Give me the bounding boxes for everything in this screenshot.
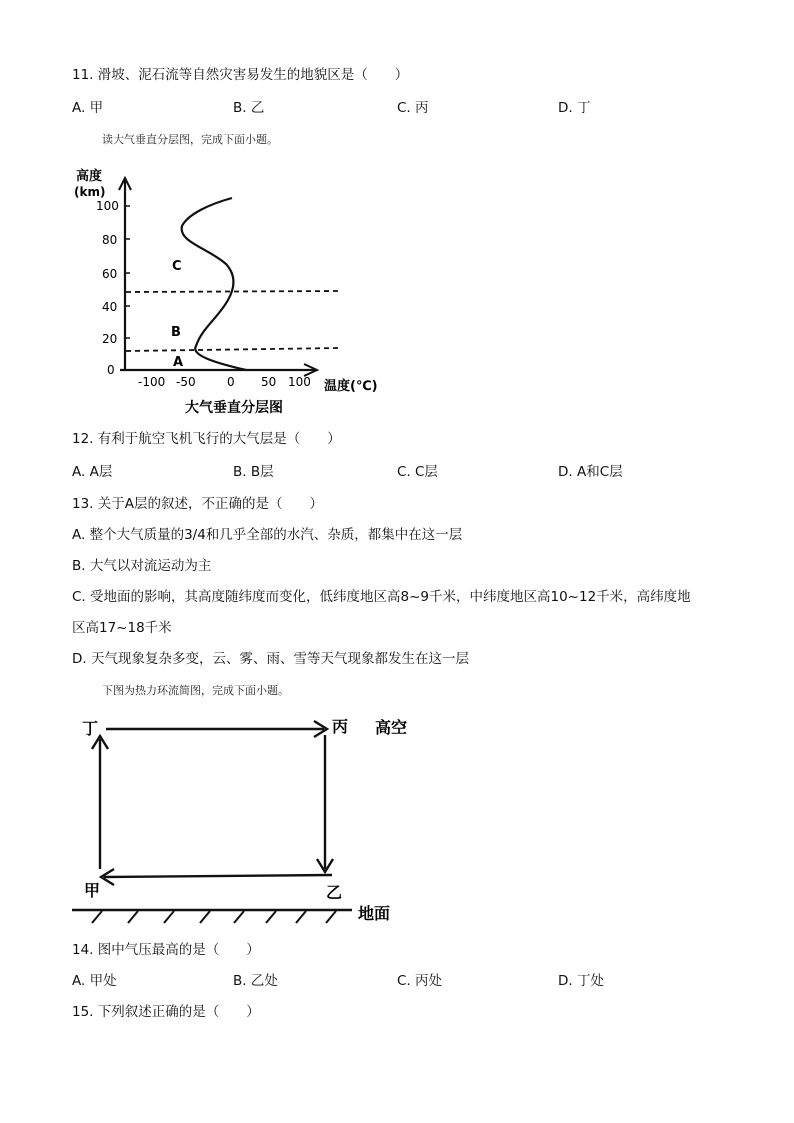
q12-option-c: C. C层 — [397, 464, 438, 480]
x-axis-title: 温度(℃) — [324, 379, 378, 394]
y-tick-label: 80 — [102, 233, 118, 247]
q14-stem: 14. 图中气压最高的是（ ） — [72, 942, 260, 958]
y-tick-label: 60 — [102, 267, 118, 281]
q13-stem: 13. 关于A层的叙述，不正确的是（ ） — [72, 496, 323, 512]
q12-option-b: B. B层 — [233, 464, 274, 480]
atmosphere-layer-figure — [70, 160, 410, 422]
q13-option-d: D. 天气现象复杂多变，云、雾、雨、雪等天气现象都发生在这一层 — [72, 651, 469, 667]
label-bing: 丙 — [332, 717, 349, 736]
layer-label-c: C — [172, 259, 182, 274]
figure-caption: 大气垂直分层图 — [185, 400, 283, 416]
label-ground: 地面 — [358, 904, 391, 923]
q12-option-d: D. A和C层 — [558, 464, 623, 480]
q14-option-c: C. 丙处 — [397, 973, 443, 989]
thermal-circulation-figure — [70, 705, 430, 927]
q14-option-b: B. 乙处 — [233, 973, 278, 989]
q11-option-c: C. 丙 — [397, 100, 429, 116]
q11-option-d: D. 丁 — [558, 100, 591, 116]
layer-label-b: B — [171, 325, 181, 340]
x-tick-label: -50 — [176, 375, 196, 389]
y-tick-label: 100 — [96, 199, 119, 213]
x-tick-label: 0 — [227, 375, 235, 389]
q13-option-a: A. 整个大气质量的3/4和几乎全部的水汽、杂质，都集中在这一层 — [72, 527, 463, 543]
intro-atmosphere: 读大气垂直分层图，完成下面小题。 — [102, 133, 278, 146]
y-tick-label: 0 — [107, 363, 115, 377]
y-axis-unit: (km) — [74, 185, 106, 199]
y-tick-label: 40 — [102, 300, 118, 314]
layer-boundary-line — [126, 348, 340, 351]
y-tick-label: 20 — [102, 332, 118, 346]
q15-stem: 15. 下列叙述正确的是（ ） — [72, 1004, 260, 1020]
temperature-curve — [182, 198, 246, 370]
q11-option-a: A. 甲 — [72, 100, 104, 116]
x-tick-label: -100 — [138, 375, 166, 389]
label-yi: 乙 — [326, 883, 343, 902]
label-ding: 丁 — [82, 719, 99, 738]
q11-option-b: B. 乙 — [233, 100, 265, 116]
label-upper-air: 高空 — [375, 718, 408, 737]
y-axis-title: 高度 — [76, 169, 103, 184]
q13-option-c: C. 受地面的影响，其高度随纬度而变化，低纬度地区高8~9千米，中纬度地区高10~12千米，高纬度地 — [72, 589, 691, 605]
q12-option-a: A. A层 — [72, 464, 113, 480]
x-tick-label: 50 — [261, 375, 277, 389]
x-tick-label: 100 — [288, 375, 311, 389]
label-jia: 甲 — [84, 881, 101, 900]
q13-option-c-continued: 区高17~18千米 — [72, 620, 172, 636]
intro-circulation: 下图为热力环流简图，完成下面小题。 — [102, 684, 289, 697]
q14-option-a: A. 甲处 — [72, 973, 117, 989]
q12-stem: 12. 有利于航空飞机飞行的大气层是（ ） — [72, 431, 341, 447]
q14-option-d: D. 丁处 — [558, 973, 604, 989]
q13-option-b: B. 大气以对流运动为主 — [72, 558, 212, 574]
q11-stem: 11. 滑坡、泥石流等自然灾害易发生的地貌区是（ ） — [72, 67, 409, 83]
layer-label-a: A — [173, 355, 184, 370]
